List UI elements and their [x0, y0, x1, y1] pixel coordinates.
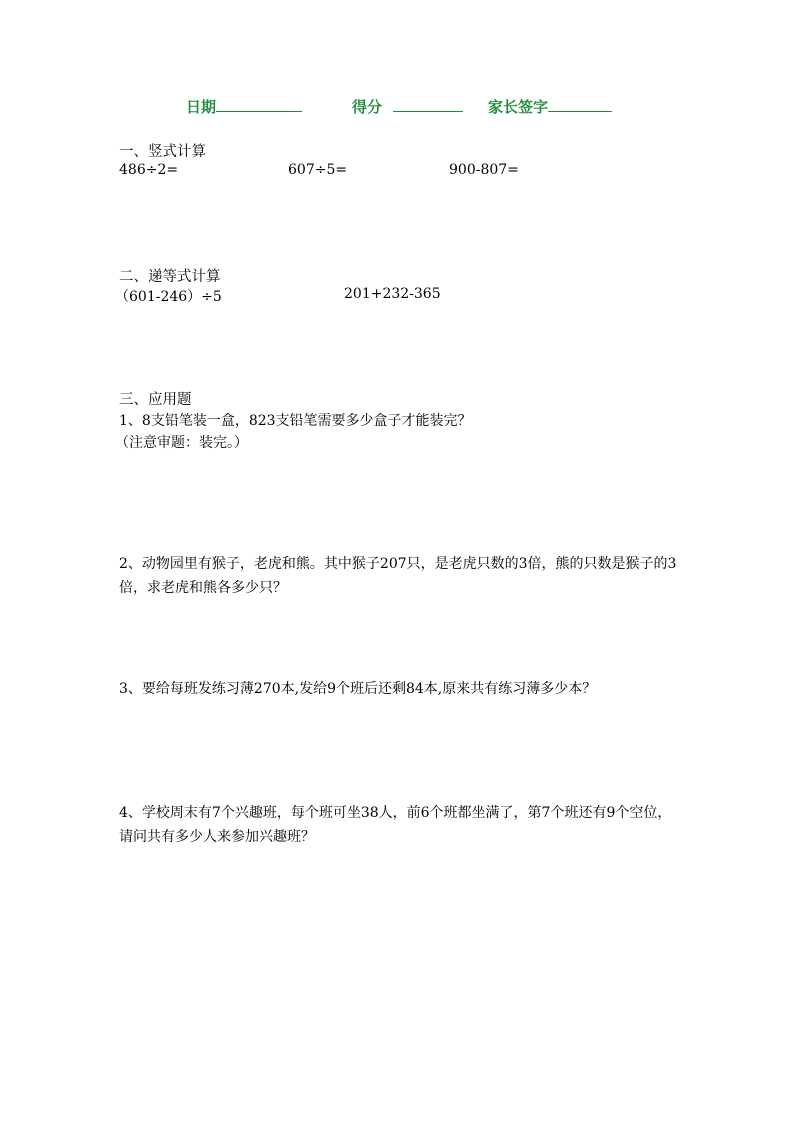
problem-1-2: 607÷5= — [288, 162, 348, 178]
question-1: 1、8支铅笔装一盒，823支铅笔需要多少盒子才能装完？ — [119, 413, 472, 429]
signature-label: 家长签字 — [488, 98, 549, 116]
signature-field — [488, 96, 612, 117]
date-blank[interactable] — [216, 97, 302, 112]
problem-1-1: 486÷2= — [119, 162, 179, 178]
question-4: 4、学校周末有7个兴趣班，每个班可坐38人，前6个班都坐满了，第7个班还有9个空位，请问共有多少人来参加兴趣班？ — [119, 805, 672, 845]
score-blank[interactable] — [393, 97, 463, 112]
signature-blank[interactable] — [548, 97, 612, 112]
date-label: 日期 — [186, 98, 217, 116]
date-field — [186, 96, 302, 117]
section3-title: 三、应用题 — [119, 392, 192, 408]
question-3: 3、要给每班发练习薄270本,发给9个班后还剩84本,原来共有练习薄多少本？ — [119, 681, 597, 697]
problem-2-2: 201+232-365 — [344, 286, 441, 302]
score-field — [352, 96, 463, 117]
score-label: 得分 — [352, 98, 383, 116]
problem-1-3: 900-807= — [449, 162, 519, 178]
section1-title: 一、竖式计算 — [119, 144, 206, 160]
section2-title: 二、递等式计算 — [119, 269, 221, 285]
question-2: 2、动物园里有猴子，老虎和熊。其中猴子207只，是老虎只数的3倍，熊的只数是猴子的3倍，求老虎和熊各多少只？ — [119, 556, 677, 596]
problem-2-1: （601-246）÷5 — [115, 289, 222, 305]
question-1-note: （注意审题：装完。） — [115, 435, 248, 451]
